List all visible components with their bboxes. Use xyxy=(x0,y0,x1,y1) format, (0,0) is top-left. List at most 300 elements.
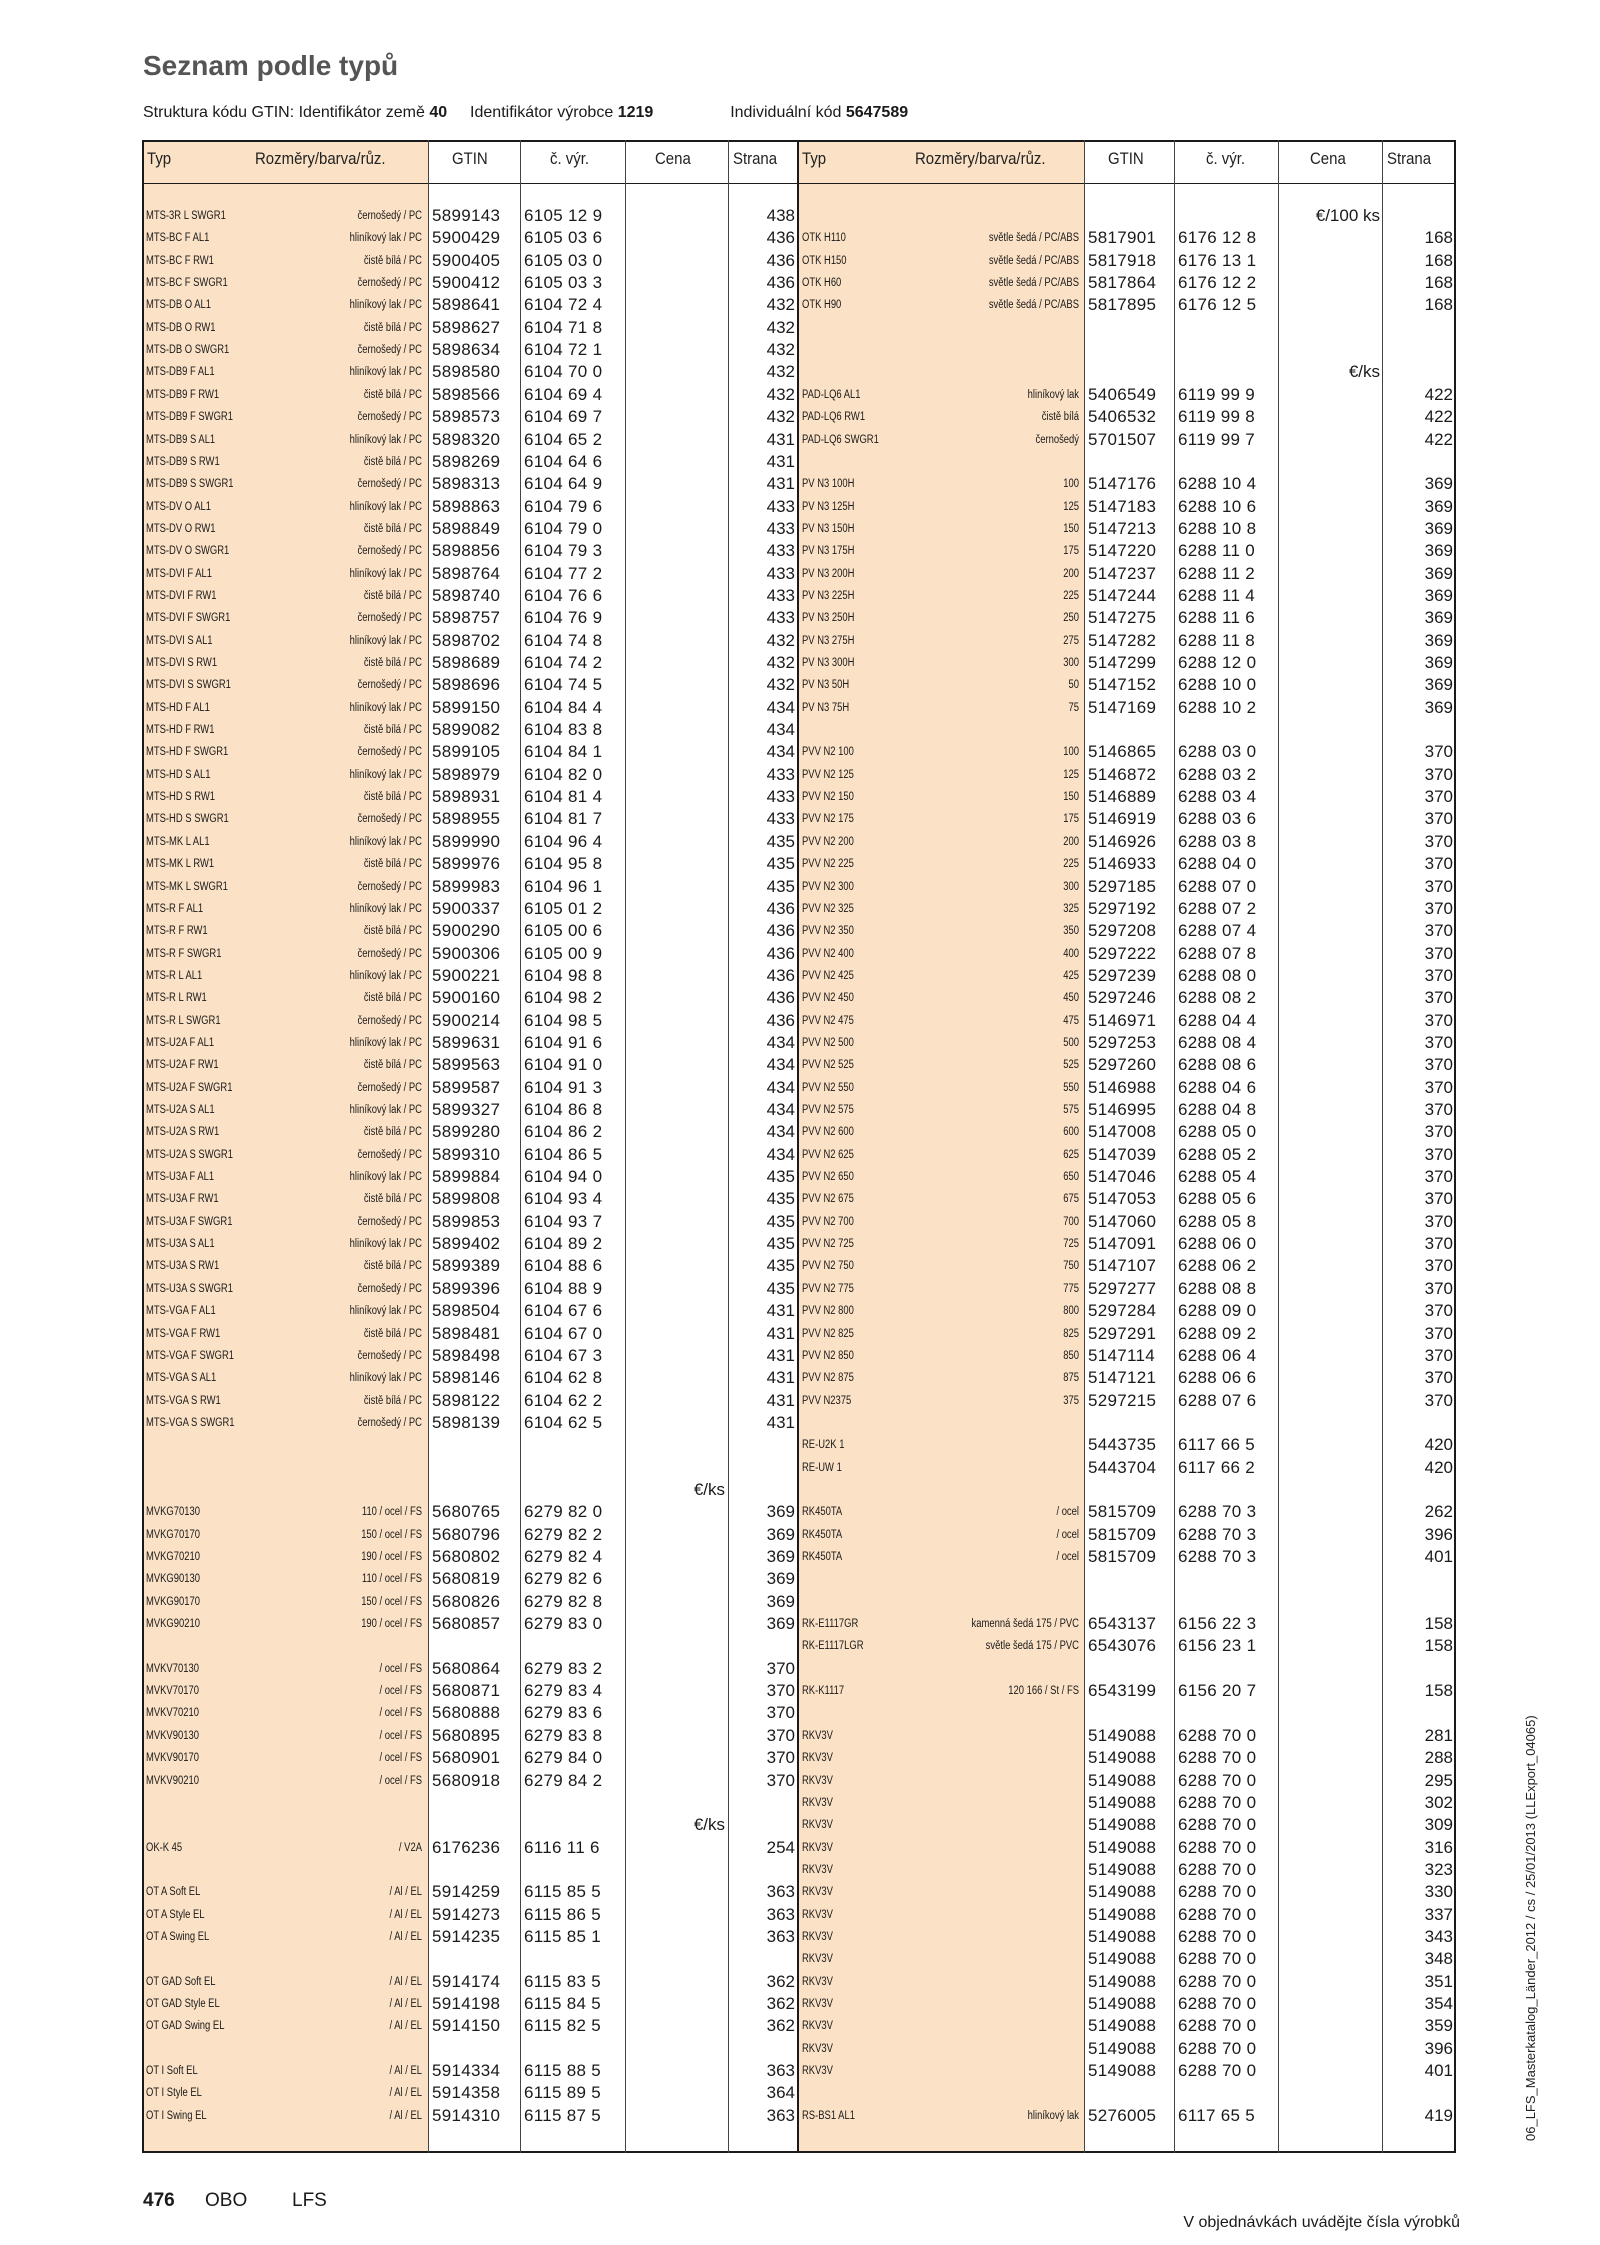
product-dimension: hliníkový lak / PC xyxy=(349,634,422,647)
article-number: 6288 70 0 xyxy=(1178,1882,1257,1902)
article-number: 6104 62 2 xyxy=(524,1390,603,1410)
gtin-code: 5898122 xyxy=(432,1390,501,1410)
article-number: 6104 98 5 xyxy=(524,1010,603,1030)
gtin-code: 5149088 xyxy=(1088,1748,1157,1768)
article-number: 6288 70 0 xyxy=(1178,1904,1257,1924)
article-number: 6104 83 8 xyxy=(524,720,603,740)
catalog-page: 370 xyxy=(1424,988,1453,1008)
article-number: 6104 93 4 xyxy=(524,1189,603,1209)
gtin-code: 5297222 xyxy=(1088,943,1157,963)
article-number: 6117 66 2 xyxy=(1178,1457,1256,1477)
catalog-page: 422 xyxy=(1424,429,1453,449)
product-type: OT GAD Swing EL xyxy=(146,2020,225,2033)
article-number: 6104 93 7 xyxy=(524,1211,603,1231)
article-number: 6288 08 6 xyxy=(1178,1055,1257,1075)
article-number: 6119 99 8 xyxy=(1178,407,1256,427)
section-label: LFS xyxy=(292,2190,327,2211)
catalog-page: 436 xyxy=(766,988,795,1008)
catalog-page: 431 xyxy=(766,474,795,494)
product-type: RKV3V xyxy=(802,1908,833,1921)
product-type: MVKV90210 xyxy=(146,1774,199,1787)
col-divider xyxy=(625,140,626,2153)
col-divider xyxy=(1084,140,1085,2153)
article-number: 6119 99 7 xyxy=(1178,429,1256,449)
article-number: 6288 06 4 xyxy=(1178,1345,1257,1365)
catalog-page: 434 xyxy=(766,742,795,762)
gtin-code: 5297260 xyxy=(1088,1055,1157,1075)
catalog-page: 433 xyxy=(766,764,795,784)
gtin-code: 5680857 xyxy=(432,1614,501,1634)
catalog-page: 369 xyxy=(766,1591,795,1611)
product-dimension: 550 xyxy=(1063,1081,1079,1094)
product-type: RK-E1117LGR xyxy=(802,1640,864,1653)
product-dimension: černošedý / PC xyxy=(357,1148,422,1161)
catalog-page: 434 xyxy=(766,1100,795,1119)
gtin-code: 5899563 xyxy=(432,1055,501,1075)
gtin-code: 5914273 xyxy=(432,1904,501,1924)
price-unit: €/100 ks xyxy=(1315,206,1380,225)
gtin-code: 5899082 xyxy=(432,720,501,740)
article-number: 6288 08 2 xyxy=(1178,988,1257,1008)
product-dimension: 75 xyxy=(1068,701,1079,714)
article-number: 6104 74 8 xyxy=(524,630,603,650)
catalog-page: 369 xyxy=(766,1614,795,1634)
article-number: 6288 06 2 xyxy=(1178,1256,1257,1276)
product-type: PV N3 125H xyxy=(802,500,855,513)
product-type: OT GAD Style EL xyxy=(146,1998,220,2010)
product-dimension: 110 / ocel / FS xyxy=(361,1506,422,1519)
catalog-page: 435 xyxy=(766,876,795,896)
catalog-page: 158 xyxy=(1424,1636,1453,1656)
gtin-code: 5443704 xyxy=(1088,1457,1157,1477)
product-type: PVV N2375 xyxy=(802,1394,852,1407)
gtin-code: 5899143 xyxy=(432,206,501,225)
gtin-code: 5900429 xyxy=(432,228,501,248)
gtin-code: 5149088 xyxy=(1088,1815,1157,1835)
product-dimension: 425 xyxy=(1063,969,1079,982)
catalog-page: 433 xyxy=(766,787,795,807)
article-number: 6279 82 8 xyxy=(524,1591,603,1611)
gtin-code: 5898931 xyxy=(432,787,501,807)
product-dimension: černošedý / PC xyxy=(357,1416,422,1429)
page-title: Seznam podle typů xyxy=(143,50,399,81)
catalog-page: 351 xyxy=(1424,1971,1453,1991)
product-type: RKV3V xyxy=(802,1752,833,1765)
gtin-code: 5149088 xyxy=(1088,1904,1157,1924)
product-dimension: 625 xyxy=(1063,1148,1079,1161)
product-type: MTS-VGA S AL1 xyxy=(146,1372,217,1385)
article-number: 6288 10 8 xyxy=(1178,518,1257,538)
product-dimension: / ocel xyxy=(1056,1528,1079,1541)
product-dimension: 100 xyxy=(1063,746,1079,759)
catalog-page: 432 xyxy=(766,653,795,672)
product-dimension: 50 xyxy=(1068,679,1079,692)
gtin-code: 5680888 xyxy=(432,1703,501,1723)
product-dimension: 150 xyxy=(1063,522,1079,535)
product-type: PVV N2 125 xyxy=(802,768,854,781)
catalog-page: 288 xyxy=(1424,1748,1453,1768)
article-number: 6279 82 6 xyxy=(524,1569,603,1589)
product-dimension: čistě bílá / PC xyxy=(363,657,422,669)
article-number: 6279 83 8 xyxy=(524,1725,603,1745)
catalog-page: 434 xyxy=(766,720,795,740)
article-number: 6288 70 0 xyxy=(1178,2061,1257,2081)
article-number: 6288 07 0 xyxy=(1178,876,1257,896)
article-number: 6279 83 0 xyxy=(524,1614,603,1634)
catalog-page: 369 xyxy=(1424,630,1453,650)
brand-label: OBO xyxy=(205,2190,248,2211)
article-number: 6288 12 0 xyxy=(1178,653,1257,672)
gtin-code: 5297239 xyxy=(1088,965,1157,985)
product-dimension: čistě bílá / PC xyxy=(363,1126,422,1139)
article-number: 6288 03 2 xyxy=(1178,764,1257,784)
catalog-page: 434 xyxy=(766,1032,795,1052)
catalog-page: 396 xyxy=(1424,2038,1453,2058)
product-type: OTK H110 xyxy=(802,232,846,245)
catalog-page: 434 xyxy=(766,1055,795,1075)
catalog-page: 431 xyxy=(766,1390,795,1410)
price-unit: €/ks xyxy=(693,1815,725,1835)
article-number: 6115 86 5 xyxy=(524,1904,602,1924)
product-type: OT GAD Soft EL xyxy=(146,1975,216,1988)
gtin-code: 5147152 xyxy=(1088,675,1157,695)
gtin-code: 5149088 xyxy=(1088,1859,1157,1879)
gtin-code: 5149088 xyxy=(1088,1994,1157,2013)
gtin-code: 5900337 xyxy=(432,898,501,918)
product-dimension: 175 xyxy=(1063,545,1079,558)
product-type: PVV N2 150 xyxy=(802,791,854,804)
article-number: 6104 76 9 xyxy=(524,608,603,628)
gtin-code: 5898955 xyxy=(432,809,501,829)
article-number: 6104 84 4 xyxy=(524,697,603,717)
product-dimension: / Al / EL xyxy=(389,2087,422,2100)
gtin-code: 5147176 xyxy=(1088,474,1157,494)
product-type: OTK H60 xyxy=(802,277,842,290)
gtin-code: 5147107 xyxy=(1088,1256,1157,1276)
product-dimension: 750 xyxy=(1063,1260,1079,1273)
product-dimension: 375 xyxy=(1063,1394,1079,1407)
catalog-page: 370 xyxy=(1424,1368,1453,1388)
product-type: OT I Soft EL xyxy=(146,2065,198,2078)
gtin-code: 5899631 xyxy=(432,1032,501,1052)
article-number: 6104 77 2 xyxy=(524,563,603,583)
article-number: 6288 70 3 xyxy=(1178,1547,1257,1566)
catalog-page: 432 xyxy=(766,317,795,337)
article-number: 6288 04 0 xyxy=(1178,854,1257,874)
col-header-typ: Typ xyxy=(147,149,172,168)
product-dimension: 100 xyxy=(1063,478,1079,491)
product-dimension: 650 xyxy=(1063,1171,1079,1184)
article-number: 6288 04 8 xyxy=(1178,1100,1257,1119)
catalog-page: 369 xyxy=(766,1547,795,1566)
product-type: PVV N2 350 xyxy=(802,925,854,938)
catalog-page: 370 xyxy=(1424,898,1453,918)
catalog-page: 168 xyxy=(1424,295,1453,315)
catalog-page: 370 xyxy=(1424,1278,1453,1298)
gtin-code: 5297277 xyxy=(1088,1278,1157,1298)
gtin-code: 5899396 xyxy=(432,1278,501,1298)
catalog-page: 369 xyxy=(1424,474,1453,494)
product-dimension: světle šedá / PC/ABS xyxy=(988,299,1079,312)
catalog-page: 432 xyxy=(766,362,795,382)
catalog-page: 158 xyxy=(1424,1614,1453,1634)
product-type: RKV3V xyxy=(802,2065,833,2078)
article-number: 6279 83 2 xyxy=(524,1658,603,1678)
product-type: MTS-BC F RW1 xyxy=(146,254,214,267)
product-type: MVKG90170 xyxy=(146,1595,201,1608)
product-dimension: 400 xyxy=(1063,947,1079,960)
gtin-code: 5147091 xyxy=(1088,1234,1157,1254)
article-number: 6117 66 5 xyxy=(1178,1435,1256,1455)
article-number: 6279 82 4 xyxy=(524,1547,603,1566)
product-type: MTS-R F AL1 xyxy=(146,902,204,915)
catalog-page: 369 xyxy=(766,1502,795,1522)
product-dimension: 150 xyxy=(1063,791,1079,804)
article-number: 6288 06 0 xyxy=(1178,1234,1257,1254)
article-number: 6104 88 9 xyxy=(524,1278,603,1298)
product-type: PV N3 75H xyxy=(802,701,850,714)
gtin-code: 6543137 xyxy=(1088,1614,1157,1634)
catalog-page: 370 xyxy=(766,1658,795,1678)
product-type: PVV N2 625 xyxy=(802,1148,854,1161)
product-type: OT I Swing EL xyxy=(146,2109,207,2122)
product-type: MTS-DB O RW1 xyxy=(146,321,216,334)
product-type: MTS-DB O SWGR1 xyxy=(146,344,230,357)
article-number: 6288 70 0 xyxy=(1178,1994,1257,2013)
article-number: 6105 03 6 xyxy=(524,228,603,248)
product-type: PVV N2 775 xyxy=(802,1282,854,1295)
gtin-code: 5899808 xyxy=(432,1189,501,1209)
product-type: PV N3 275H xyxy=(802,634,855,647)
catalog-page: 369 xyxy=(1424,541,1453,561)
gtin-code: 5817895 xyxy=(1088,295,1157,315)
gtin-code: 5898863 xyxy=(432,496,501,516)
catalog-page: 370 xyxy=(766,1703,795,1723)
article-number: 6105 03 0 xyxy=(524,250,603,270)
product-type: MTS-VGA F SWGR1 xyxy=(146,1349,235,1362)
article-number: 6104 74 5 xyxy=(524,675,603,695)
product-type: MTS-VGA S SWGR1 xyxy=(146,1416,235,1429)
catalog-page: 363 xyxy=(766,1904,795,1924)
catalog-page: 370 xyxy=(1424,943,1453,963)
product-type: MTS-DB9 S AL1 xyxy=(146,433,216,446)
product-type: MTS-DVI S SWGR1 xyxy=(146,679,231,692)
catalog-page: 436 xyxy=(766,965,795,985)
article-number: 6115 87 5 xyxy=(524,2105,602,2125)
col-header-gtin: GTIN xyxy=(452,149,488,168)
catalog-page: 435 xyxy=(766,1167,795,1187)
article-number: 6104 69 4 xyxy=(524,384,603,404)
catalog-page: 281 xyxy=(1424,1725,1453,1745)
article-number: 6288 70 0 xyxy=(1178,1926,1257,1946)
product-type: MVKG70130 xyxy=(146,1506,201,1519)
article-number: 6288 03 4 xyxy=(1178,787,1257,807)
catalog-page: 363 xyxy=(766,2061,795,2081)
country-code: 40 xyxy=(429,104,448,121)
product-dimension: čistě bílá / PC xyxy=(363,1327,422,1340)
catalog-page: 369 xyxy=(1424,496,1453,516)
gtin-code: 5898849 xyxy=(432,518,501,538)
col-divider xyxy=(1278,140,1279,2153)
gtin-code: 5147220 xyxy=(1088,541,1157,561)
gtin-code: 5898320 xyxy=(432,429,501,449)
catalog-page: 370 xyxy=(1424,965,1453,985)
catalog-page: 435 xyxy=(766,831,795,851)
gtin-code: 5898481 xyxy=(432,1323,501,1343)
gtin-code: 5898641 xyxy=(432,295,501,315)
article-number: 6288 70 0 xyxy=(1178,2038,1257,2058)
gtin-code: 5149088 xyxy=(1088,1971,1157,1991)
catalog-page: 362 xyxy=(766,1994,795,2013)
product-dimension: / Al / EL xyxy=(389,1908,422,1921)
article-number: 6105 01 2 xyxy=(524,898,603,918)
product-dimension: / Al / EL xyxy=(389,1930,422,1943)
catalog-page: 370 xyxy=(1424,1144,1453,1164)
catalog-page: 348 xyxy=(1424,1949,1453,1969)
catalog-page: 422 xyxy=(1424,384,1453,404)
article-number: 6104 82 0 xyxy=(524,764,603,784)
product-dimension: hliníkový lak / PC xyxy=(349,1104,422,1116)
product-dimension: 875 xyxy=(1063,1372,1079,1385)
article-number: 6104 62 8 xyxy=(524,1368,603,1388)
catalog-page: 370 xyxy=(1424,1301,1453,1321)
product-type: MTS-VGA F RW1 xyxy=(146,1327,221,1340)
article-number: 6279 82 2 xyxy=(524,1524,603,1544)
article-number: 6288 70 0 xyxy=(1178,1971,1257,1991)
gtin-code: 5146919 xyxy=(1088,809,1157,829)
catalog-page: 433 xyxy=(766,809,795,829)
product-type: RKV3V xyxy=(802,1975,833,1988)
col-header-strana: Strana xyxy=(733,149,778,168)
gtin-code: 5297291 xyxy=(1088,1323,1157,1343)
gtin-code: 5680819 xyxy=(432,1569,501,1589)
article-number: 6288 08 4 xyxy=(1178,1032,1257,1052)
product-type: RK-K1117 xyxy=(802,1685,845,1698)
gtin-code: 5898146 xyxy=(432,1368,501,1388)
product-dimension: hliníkový lak / PC xyxy=(349,1372,422,1385)
product-dimension: čistě bílá / PC xyxy=(363,1193,422,1206)
catalog-page: 343 xyxy=(1424,1926,1453,1946)
product-type: MTS-U3A F RW1 xyxy=(146,1193,219,1206)
product-dimension: / ocel / FS xyxy=(379,1774,422,1787)
header-divider xyxy=(142,183,1456,184)
product-dimension: 110 / ocel / FS xyxy=(361,1573,422,1586)
product-type: PVV N2 475 xyxy=(802,1014,854,1027)
catalog-page: 433 xyxy=(766,518,795,538)
table-center-divider xyxy=(797,140,799,2153)
product-type: MTS-U2A S RW1 xyxy=(146,1126,220,1139)
gtin-code: 5817918 xyxy=(1088,250,1157,270)
product-dimension: černošedý / PC xyxy=(357,1081,422,1094)
catalog-page: 369 xyxy=(1424,518,1453,538)
product-dimension: 325 xyxy=(1063,902,1079,915)
catalog-page: 420 xyxy=(1424,1435,1453,1455)
product-dimension: 190 / ocel / FS xyxy=(361,1618,422,1631)
gtin-code: 5898627 xyxy=(432,317,501,337)
product-dimension: / ocel / FS xyxy=(379,1752,422,1765)
product-dimension: 775 xyxy=(1063,1282,1079,1295)
product-dimension: černošedý / PC xyxy=(357,478,422,491)
product-type: PVV N2 425 xyxy=(802,969,854,982)
gtin-code: 5898580 xyxy=(432,362,501,382)
catalog-page: 434 xyxy=(766,697,795,717)
gtin-code: 5898566 xyxy=(432,384,501,404)
product-dimension: hliníkový lak / PC xyxy=(349,768,422,781)
product-type: RKV3V xyxy=(802,2042,833,2055)
article-number: 6105 03 3 xyxy=(524,273,603,293)
product-type: RKV3V xyxy=(802,1841,833,1854)
catalog-page: 363 xyxy=(766,1926,795,1946)
product-dimension: / Al / EL xyxy=(389,2065,422,2078)
article-number: 6104 71 8 xyxy=(524,317,603,337)
article-number: 6104 89 2 xyxy=(524,1234,603,1254)
gtin-code: 5899327 xyxy=(432,1100,501,1119)
product-type: PV N3 100H xyxy=(802,478,855,491)
catalog-page: 370 xyxy=(1424,1189,1453,1209)
gtin-code: 5898573 xyxy=(432,407,501,427)
gtin-code: 5899402 xyxy=(432,1234,501,1254)
product-type: MTS-R F SWGR1 xyxy=(146,947,222,960)
catalog-page: 431 xyxy=(766,1368,795,1388)
product-type: PVV N2 100 xyxy=(802,746,854,759)
gtin-structure-line xyxy=(143,104,908,122)
product-type: MVKG70210 xyxy=(146,1551,201,1563)
catalog-page: 422 xyxy=(1424,407,1453,427)
product-type: RE-U2K 1 xyxy=(802,1439,845,1452)
gtin-code: 5899150 xyxy=(432,697,501,717)
article-number: 6119 99 9 xyxy=(1178,384,1256,404)
catalog-page: 370 xyxy=(1424,1211,1453,1231)
catalog-page: 434 xyxy=(766,1077,795,1097)
catalog-page: 431 xyxy=(766,1412,795,1432)
product-dimension: čistě bílá / PC xyxy=(363,858,422,871)
product-type: RS-BS1 AL1 xyxy=(802,2109,855,2122)
article-number: 6104 65 2 xyxy=(524,429,603,449)
article-number: 6115 89 5 xyxy=(524,2083,602,2103)
product-dimension: čistě bílá / PC xyxy=(363,522,422,535)
article-number: 6104 96 4 xyxy=(524,831,603,851)
product-type: PVV N2 825 xyxy=(802,1327,854,1340)
gtin-code: 5149088 xyxy=(1088,2016,1157,2036)
product-dimension: čistě bílá / PC xyxy=(363,1394,422,1407)
gtin-code: 5680895 xyxy=(432,1725,501,1745)
article-number: 6176 12 2 xyxy=(1178,273,1257,293)
product-dimension: 225 xyxy=(1063,858,1079,871)
catalog-page: 434 xyxy=(766,1122,795,1142)
product-dimension: / ocel xyxy=(1056,1506,1079,1519)
gtin-code: 5898689 xyxy=(432,653,501,672)
gtin-code: 5898764 xyxy=(432,563,501,583)
product-type: MTS-MK L SWGR1 xyxy=(146,880,228,893)
product-dimension: hliníkový lak / PC xyxy=(349,1305,422,1318)
product-dimension: 800 xyxy=(1063,1305,1079,1318)
article-number: 6176 12 8 xyxy=(1178,228,1257,248)
catalog-page: 420 xyxy=(1424,1457,1453,1477)
product-dimension: 825 xyxy=(1063,1327,1079,1340)
product-dimension: hliníkový lak / PC xyxy=(349,969,422,982)
product-type: PV N3 300H xyxy=(802,657,855,669)
catalog-page: 438 xyxy=(766,206,795,225)
gtin-code: 5815709 xyxy=(1088,1502,1157,1522)
product-type: PVV N2 500 xyxy=(802,1036,854,1049)
product-dimension: světle šedá / PC/ABS xyxy=(988,232,1079,245)
col-header-dim: Rozměry/barva/růz. xyxy=(915,149,1046,168)
product-dimension: světle šedá / PC/ABS xyxy=(988,254,1079,267)
article-number: 6288 03 8 xyxy=(1178,831,1257,851)
gtin-code: 5149088 xyxy=(1088,2038,1157,2058)
catalog-page: 419 xyxy=(1424,2105,1453,2125)
gtin-code: 5898498 xyxy=(432,1345,501,1365)
